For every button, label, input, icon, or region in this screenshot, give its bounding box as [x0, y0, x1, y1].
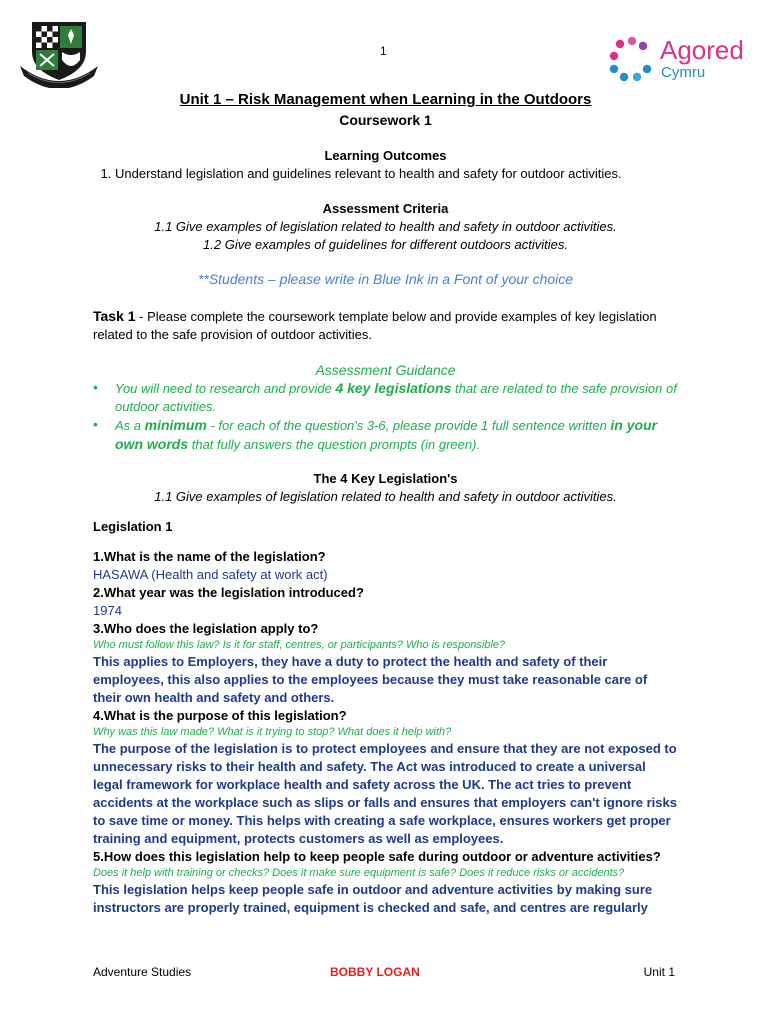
document-body [93, 90, 678, 917]
document-title: Unit 1 – Risk Management when Learning in the Outdoors [179, 91, 592, 108]
footer-unit: Unit 1 [643, 965, 675, 979]
legislation-label: Legislation 1 [93, 519, 173, 534]
question-5: 5.How does this legislation help to keep people safe during outdoor or adventure activities? [93, 849, 661, 864]
answer-3: This applies to Employers, they have a duty to protect the health and safety of their employees, this also applies to the employees because they must take reasonable care of their own health and safety and others. [93, 654, 648, 705]
answer-4: The purpose of the legislation is to protect employees and ensure that they are not exposed to unnecessary risks to their health and safety. The Act was introduced to create a universal legal framework for workplace health and safety across the UK. The act tries to prevent accidents at the workplace such as slips or falls and ensures that employers can't ignore risks to save time or money. This helps with creating a safe workplace, ensures workers get proper training and equipment, protects customers as well as employees. [93, 741, 677, 846]
assessment-guidance-heading: Assessment Guidance [315, 362, 456, 378]
document-subtitle: Coursework 1 [339, 112, 432, 128]
footer-subject: Adventure Studies [93, 965, 192, 979]
prompt-5: Does it help with training or checks? Does it make sure equipment is safe? Does it reduce risks or accidents? [93, 867, 625, 879]
footer-student-name: BOBBY LOGAN [330, 965, 420, 979]
question-4: 4.What is the purpose of this legislation? [93, 708, 347, 723]
answer-2: 1974 [93, 603, 122, 618]
page-number: 1 [380, 44, 387, 58]
task-instructions [93, 307, 678, 344]
criteria-item: 1.1 Give examples of legislation related to health and safety in outdoor activities. [154, 219, 617, 234]
agored-dots-icon [608, 36, 656, 82]
assessment-criteria-heading: Assessment Criteria [322, 201, 449, 216]
guidance-item: • As a minimum - for each of the question's 3-6, please provide 1 full sentence written in your own words that fully answers the question prompts (in green). [115, 416, 678, 454]
guidance-item: • You will need to research and provide 4 key legislations that are related to the safe provision of outdoor activities. [115, 379, 678, 416]
criteria-item: 1.2 Give examples of guidelines for different outdoors activities. [203, 237, 568, 252]
student-note: **Students – please write in Blue Ink in a Font of your choice [197, 271, 574, 287]
question-1: 1.What is the name of the legislation? [93, 549, 326, 564]
prompt-4: Why was this law made? What is it trying to stop? What does it help with? [93, 726, 452, 738]
learning-outcomes-list [93, 165, 678, 183]
prompt-3: Who must follow this law? Is it for staff, centres, or participants? Who is responsible? [93, 639, 506, 651]
learning-outcomes-heading: Learning Outcomes [324, 148, 447, 163]
question-3: 3.Who does the legislation apply to? [93, 621, 319, 636]
question-2: 2.What year was the legislation introduced? [93, 585, 364, 600]
answer-1: HASAWA (Health and safety at work act) [93, 567, 328, 582]
guidance-list [93, 379, 678, 454]
task-label: Task 1 [93, 308, 136, 324]
school-crest-icon [18, 18, 100, 88]
agored-logo-text: Agored [660, 35, 744, 65]
cymru-logo-text: Cymru [661, 64, 706, 81]
answer-5: This legislation helps keep people safe in outdoor and adventure activities by making sure instructors are properly trained, equipment is checked and safe, and centres are regularly [93, 882, 653, 915]
task-text: - Please complete the coursework template below and provide examples of key legislation related to the safe provision of outdoor activities. [93, 309, 657, 342]
agored-cymru-logo [608, 36, 758, 82]
learning-outcome-item: 1. Understand legislation and guidelines relevant to health and safety for outdoor activities. [115, 165, 678, 183]
key-legislations-heading: The 4 Key Legislation's [313, 471, 458, 486]
key-legislations-criteria: 1.1 Give examples of legislation related to health and safety in outdoor activities. [154, 489, 617, 504]
